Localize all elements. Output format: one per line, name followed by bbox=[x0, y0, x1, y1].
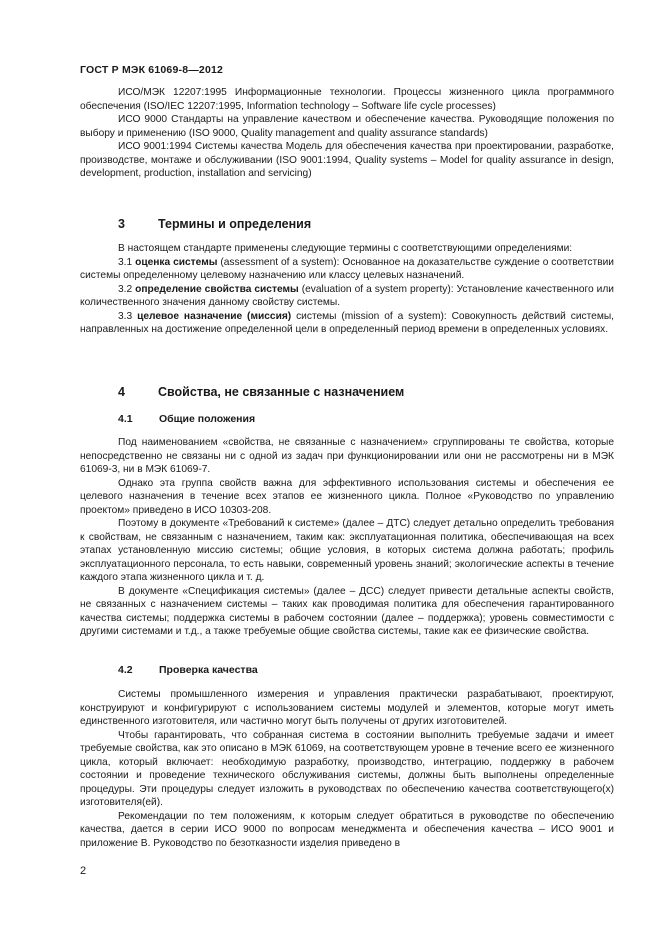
section-intro: В настоящем стандарте применены следующие термины с соответствующими определениями: bbox=[118, 243, 573, 254]
term-name: целевое назначение (миссия) bbox=[137, 310, 292, 322]
subsection-number: 4.2 bbox=[118, 664, 133, 676]
section-4-heading bbox=[118, 385, 404, 399]
references-block bbox=[80, 86, 614, 181]
subsection-4-1-heading bbox=[118, 413, 255, 425]
term-name: оценка системы bbox=[135, 256, 218, 268]
paragraph: Системы промышленного измерения и управления практически разрабатывают, проектируют, конструируют и конфигурируют с использованием системы модулей и элементов, которые могут иметь единственного изготовителя, или частично могут быть получены от других изготовителей. bbox=[80, 689, 614, 727]
paragraph: Однако эта группа свойств важна для эффективного использования системы и обеспечения ее целевого назначения в течение всех этапов ее жизненного цикла. Полное «Руководство по управлению проектом» приведено в ИСО 10303-208. bbox=[80, 477, 614, 516]
subsection-title: Общие положения bbox=[159, 413, 256, 425]
section-title: Свойства, не связанные с назначением bbox=[158, 385, 405, 399]
section-3-heading bbox=[118, 217, 311, 231]
reference-item: ИСО/МЭК 12207:1995 Информационные технологии. Процессы жизненного цикла программного обеспечения (ISO/IEC 12207:1995, Information technology – Software life cycle processes) bbox=[80, 87, 614, 112]
section-3-body bbox=[80, 242, 614, 337]
page-header: ГОСТ Р МЭК 61069-8—2012 bbox=[80, 64, 224, 76]
subsection-title: Проверка качества bbox=[159, 664, 258, 676]
term-definition: 3.3 целевое назначение (миссия) системы (mission of a system): Совокупность действий системы, направленных на достижение определенной цели в определенный период времени в определенных условиях. bbox=[80, 310, 614, 335]
paragraph: Под наименованием «свойства, не связанные с назначением» сгруппированы те свойства, которые непосредственно не связаны ни с одной из задач при функционировании или они не рассмотрены ни в МЭК 61069-3, ни в МЭК 61069-7. bbox=[80, 437, 614, 475]
subsection-4-1-body bbox=[80, 436, 614, 639]
section-title: Термины и определения bbox=[158, 217, 312, 231]
paragraph: Рекомендации по тем положениям, к которым следует обратиться в руководстве по обеспечению качества, дается в серии ИСО 9000 по вопросам менеджмента и обеспечения качества – ИСО 9001 и приложение В. Руководство по безотказности изделия приведено в bbox=[80, 810, 614, 849]
term-definition: 3.2 определение свойства системы (evaluation of a system property): Установление качественного или количественного значения данному свойству системы. bbox=[80, 283, 614, 308]
term-name: определение свойства системы bbox=[135, 283, 299, 295]
page-number: 2 bbox=[80, 865, 87, 877]
subsection-4-2-body bbox=[80, 688, 614, 850]
reference-item: ИСО 9001:1994 Системы качества Модель для обеспечения качества при проектировании, разработке, производстве, монтаже и обслуживании (ISO 9001:1994, Quality systems – Model for quality assurance in design, development, production, installation and servicing) bbox=[80, 141, 614, 179]
paragraph: Поэтому в документе «Требований к системе» (далее – ДТС) следует детально определить требования к свойствам, не связанным с назначением, таким как: эксплуатационная политика, обеспечивающая на всех этапах установленную миссию системы; общие условия, в которых система должна работать; профиль эксплуатационного персонала, то есть навыки, современный уровень знаний; экологические аспекты в течение каждого этапа жизненного цикла и т. д. bbox=[80, 518, 614, 583]
subsection-4-2-heading bbox=[118, 664, 258, 676]
subsection-number: 4.1 bbox=[118, 413, 133, 425]
section-number: 4 bbox=[118, 385, 125, 399]
reference-item: ИСО 9000 Стандарты на управление качеством и обеспечение качества. Руководящие положения по выбору и применению (ISO 9000, Quality management and quality assurance standards) bbox=[80, 114, 614, 139]
section-number: 3 bbox=[118, 217, 125, 231]
paragraph: Чтобы гарантировать, что собранная система в состоянии выполнить требуемые задачи и имеет требуемые свойства, как это описано в МЭК 61069, на соответствующем уровне в течение всего ее жизненного цикла, который включает: необходимую разработку, производство, интеграцию, поддержку в рабочем состоянии и проведение технического обслуживания системы, должны быть выполнены определенные процедуры. Эти процедуры следует изложить в руководствах по обеспечению качества соответствующего(х) изготовителя(ей). bbox=[80, 729, 614, 808]
term-definition: 3.1 оценка системы (assessment of a system): Основанное на доказательстве суждение о соответствии системы определенному целевому назначению или классу целевых назначений. bbox=[80, 256, 614, 281]
paragraph: В документе «Спецификация системы» (далее – ДСС) следует привести детальные аспекты свойств, не связанных с назначением системы – таких как проводимая политика для обеспечения гарантированного качества системы; поддержка системы в рабочем состоянии (далее – поддержка); уровень совместимости с другими системами и т.д., а также требуемые общие свойства системы, такие как ее физические свойства. bbox=[80, 585, 614, 637]
